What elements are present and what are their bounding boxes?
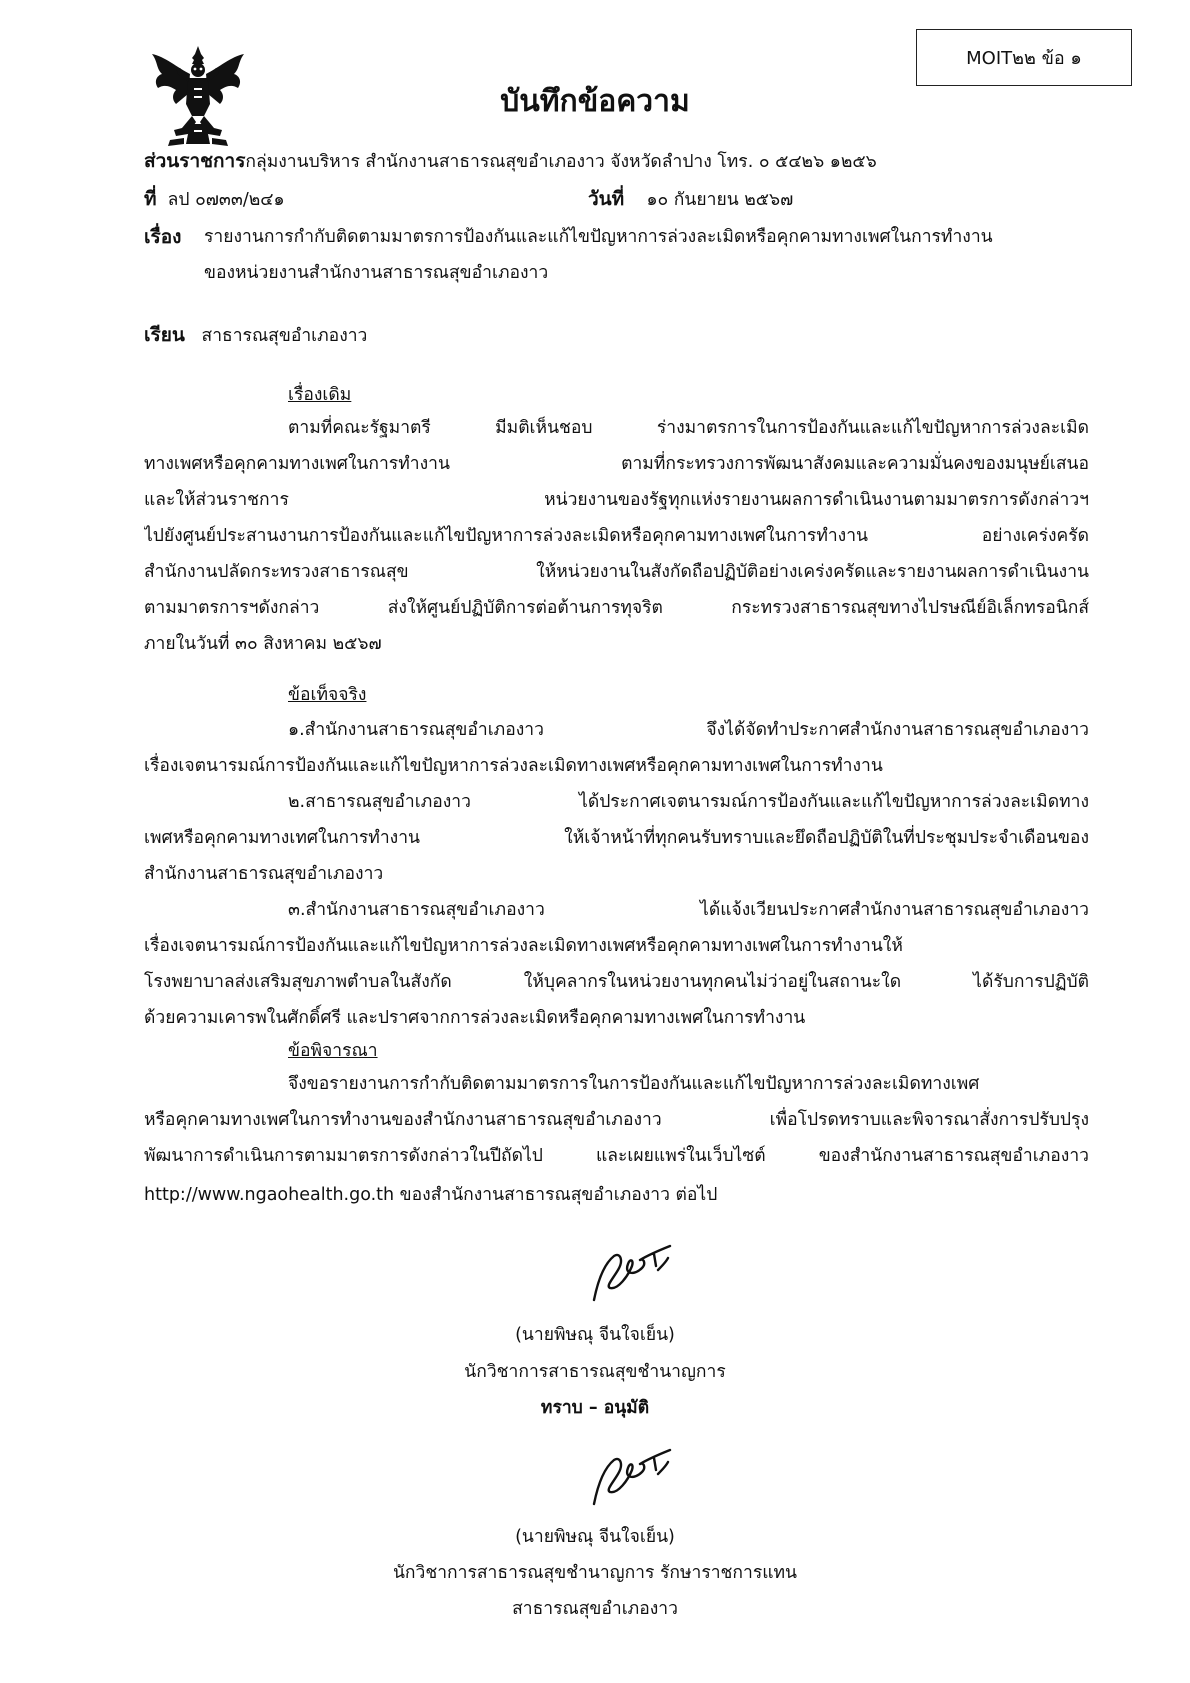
text-line: หรือคุกคามทางเพศในการทำงานของสำนักงานสาธารณสุขอำเภองาว เพื่อโปรดทราบและพิจารณาสั่งการปรับปรุง bbox=[144, 1110, 1089, 1130]
to-label: เรียน bbox=[144, 324, 185, 346]
signature-2-name: (นายพิษณุ จีนใจเย็น) bbox=[515, 1527, 675, 1547]
agency-label: ส่วนราชการ bbox=[144, 150, 246, 172]
date-label: วันที่ bbox=[588, 188, 625, 210]
text-line: โรงพยาบาลส่งเสริมสุขภาพตำบลในสังกัด ให้บุคลากรในหน่วยงานทุกคนไม่ว่าอยู่ในสถานะใด ได้รับการปฏิบัติ bbox=[144, 972, 1089, 992]
text-line: สำนักงานปลัดกระทรวงสาธารณสุข ให้หน่วยงานในสังกัดถือปฏิบัติอย่างเคร่งครัดและรายงานผลการดำเนินงาน bbox=[144, 562, 1089, 582]
text-line: ภายในวันที่ ๓๐ สิงหาคม ๒๕๖๗ bbox=[144, 634, 382, 654]
text-line: ๑.สำนักงานสาธารณสุขอำเภองาว จึงได้จัดทำประกาศสำนักงานสาธารณสุขอำเภองาว bbox=[288, 720, 1089, 740]
to-value: สาธารณสุขอำเภองาว bbox=[201, 326, 368, 346]
text-line: สำนักงานสาธารณสุขอำเภองาว bbox=[144, 864, 384, 884]
url-line: http://www.ngaohealth.go.th ของสำนักงานสาธารณสุขอำเภองาว ต่อไป bbox=[144, 1185, 718, 1205]
consider-heading: ข้อพิจารณา bbox=[288, 1041, 378, 1061]
text-line: และให้ส่วนราชการ หน่วยงานของรัฐทุกแห่งรายงานผลการดำเนินงานตามมาตรการดังกล่าวฯ bbox=[144, 490, 1089, 510]
text-line: เพศหรือคุกคามทางเทศในการทำงาน ให้เจ้าหน้าที่ทุกคนรับทราบและยึดถือปฏิบัติในที่ประชุมประจำเดือนของ bbox=[144, 828, 1089, 848]
reference-code: MOIT๒๒ ข้อ ๑ bbox=[966, 48, 1082, 69]
ref-value: ลป ๐๗๓๓/๒๔๑ bbox=[167, 190, 285, 210]
text-line: ไปยังศูนย์ประสานงานการป้องกันและแก้ไขปัญหาการล่วงละเมิดหรือคุกคามทางเพศในการทำงาน อย่างเคร่งครัด bbox=[144, 526, 1089, 546]
subject-line-1: รายงานการกำกับติดตามมาตรการป้องกันและแก้ไขปัญหาการล่วงละเมิดหรือคุกคามทางเพศในการทำงาน bbox=[204, 227, 993, 247]
text-line: เรื่องเจตนารมณ์การป้องกันและแก้ไขปัญหาการล่วงละเมิดทางเพศหรือคุกคามทางเพศในการทำงาน bbox=[144, 756, 883, 776]
signature-2-icon bbox=[584, 1444, 680, 1510]
agency-value: กลุ่มงานบริหาร สำนักงานสาธารณสุขอำเภองาว จังหวัดลำปาง โทร. ๐ ๕๔๒๖ ๑๒๕๖ bbox=[245, 152, 877, 172]
consider-paragraph bbox=[144, 1066, 1089, 1174]
agency-line bbox=[144, 146, 877, 176]
text-line: ๓.สำนักงานสาธารณสุขอำเภองาว ได้แจ้งเวียนประกาศสำนักงานสาธารณสุขอำเภองาว bbox=[288, 900, 1089, 920]
subject-line-2: ของหน่วยงานสำนักงานสาธารณสุขอำเภองาว bbox=[204, 263, 549, 283]
background-paragraph bbox=[144, 410, 1089, 662]
text-line: จึงขอรายงานการกำกับติดตามมาตรการในการป้องกันและแก้ไขปัญหาการล่วงละเมิดทางเพศ bbox=[288, 1074, 980, 1094]
signature-1-icon bbox=[584, 1240, 680, 1306]
document-title: บันทึกข้อความ bbox=[500, 84, 690, 119]
signature-1-name: (นายพิษณุ จีนใจเย็น) bbox=[515, 1325, 675, 1345]
signature-2-position-2: สาธารณสุขอำเภองาว bbox=[512, 1599, 678, 1619]
approval-text: ทราบ – อนุมัติ bbox=[540, 1398, 650, 1418]
text-line: ด้วยความเคารพในศักดิ์ศรี และปราศจากการล่วงละเมิดหรือคุกคามทางเพศในการทำงาน bbox=[144, 1008, 806, 1028]
facts-paragraph bbox=[144, 712, 1089, 1036]
ref-label: ที่ bbox=[144, 188, 157, 210]
text-line: ตามมาตรการฯดังกล่าว ส่งให้ศูนย์ปฏิบัติการต่อต้านการทุจริต กระทรวงสาธารณสุขทางไปรษณีย์อิเล็กทรอนิกส์ bbox=[144, 598, 1089, 618]
ref-line bbox=[144, 184, 285, 214]
date-value: ๑๐ กันยายน ๒๕๖๗ bbox=[646, 190, 794, 210]
text-line: เรื่องเจตนารมณ์การป้องกันและแก้ไขปัญหาการล่วงละเมิดทางเพศหรือคุกคามทางเพศในการทำงานให้ bbox=[144, 936, 903, 956]
text-line: ตามที่คณะรัฐมาตรี มีมติเห็นชอบ ร่างมาตรการในการป้องกันและแก้ไขปัญหาการล่วงละเมิด bbox=[288, 418, 1089, 438]
background-heading: เรื่องเดิม bbox=[288, 385, 352, 405]
to-line bbox=[144, 320, 367, 350]
signature-2-position: นักวิชาการสาธารณสุขชำนาญการ รักษาราชการแทน bbox=[392, 1563, 798, 1583]
date-line bbox=[588, 184, 793, 214]
text-line: ๒.สาธารณสุขอำเภองาว ได้ประกาศเจตนารมณ์การป้องกันและแก้ไขปัญหาการล่วงละเมิดทาง bbox=[288, 792, 1089, 812]
signature-1-position: นักวิชาการสาธารณสุขชำนาญการ bbox=[464, 1362, 726, 1382]
text-line: ทางเพศหรือคุกคามทางเพศในการทำงาน ตามที่กระทรวงการพัฒนาสังคมและความมั่นคงของมนุษย์เสนอ bbox=[144, 454, 1089, 474]
subject-label: เรื่อง bbox=[144, 226, 182, 248]
text-line: พัฒนาการดำเนินการตามมาตรการดังกล่าวในปีถัดไป และเผยแพร่ในเว็บไซต์ ของสำนักงานสาธารณสุขอำเภองาว bbox=[144, 1146, 1089, 1166]
facts-heading: ข้อเท็จจริง bbox=[288, 685, 367, 705]
